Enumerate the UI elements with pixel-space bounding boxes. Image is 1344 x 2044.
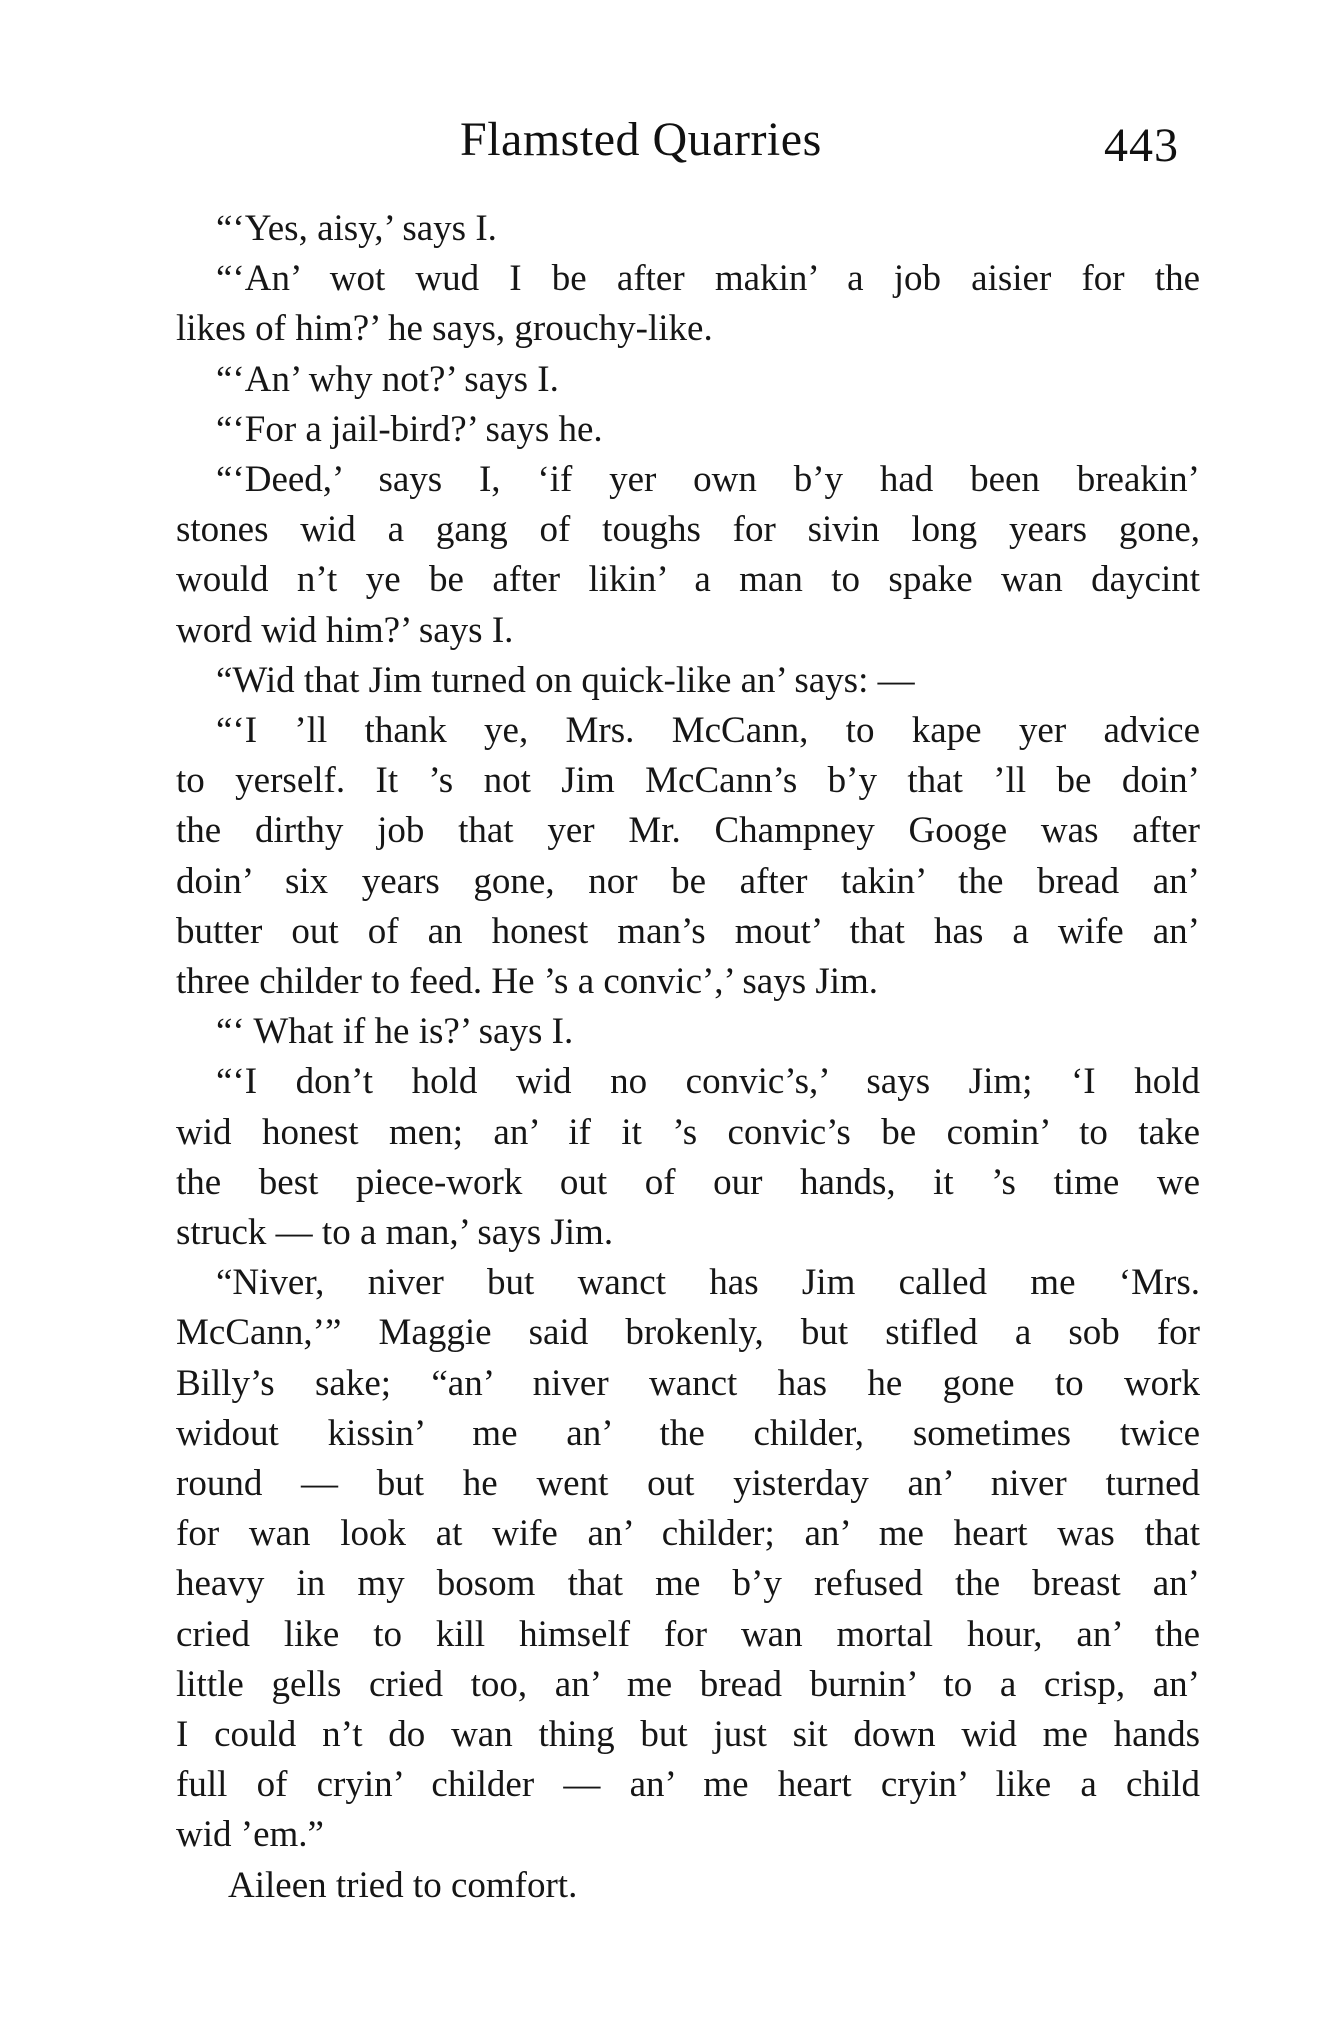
text-line: struck — to a man,’ says Jim. (176, 1212, 614, 1253)
text-line: three childer to feed. He ’s a convic’,’ says Jim. (176, 961, 879, 1002)
text-line: likes of him?’ he says, grouchy-like. (176, 308, 713, 350)
text-line: butter out of an honest man’s mout’ that has a wife an’ (176, 910, 1200, 952)
text-line: “‘An’ why not?’ says I. (216, 358, 559, 400)
text-line: the best piece-work out of our hands, it ’s time we (176, 1161, 1200, 1203)
text-line: little gells cried too, an’ me bread burnin’ to a crisp, an’ (176, 1663, 1200, 1705)
text-line: heavy in my bosom that me b’y refused the breast an’ (176, 1563, 1200, 1605)
text-line: “‘For a jail-bird?’ says he. (216, 408, 603, 450)
text-line: would n’t ye be after likin’ a man to spake wan daycint (176, 559, 1200, 601)
text-line: Billy’s sake; “an’ niver wanct has he gone to work (176, 1362, 1200, 1404)
text-line: for wan look at wife an’ childer; an’ me heart was that (176, 1513, 1200, 1555)
text-line: stones wid a gang of toughs for sivin long years gone, (176, 509, 1200, 551)
text-line: cried like to kill himself for wan mortal hour, an’ the (176, 1613, 1200, 1655)
text-line: round — but he went out yisterday an’ niver turned (176, 1463, 1200, 1504)
text-line: “‘An’ wot wud I be after makin’ a job aisier for the (216, 258, 1200, 300)
text-line: “‘Yes, aisy,’ says I. (216, 208, 497, 249)
text-line: full of cryin’ childer — an’ me heart cryin’ like a child (176, 1764, 1200, 1806)
text-line: “‘Deed,’ says I, ‘if yer own b’y had been breakin’ (216, 459, 1200, 500)
text-line: I could n’t do wan thing but just sit down wid me hands (176, 1714, 1200, 1755)
text-line: “‘I ’ll thank ye, Mrs. McCann, to kape yer advice (216, 710, 1200, 751)
text-line: wid ’em.” (176, 1814, 324, 1856)
running-title: Flamsted Quarries (460, 113, 822, 166)
text-line: Aileen tried to comfort. (228, 1864, 578, 1906)
text-line: wid honest men; an’ if it ’s convic’s be comin’ to take (176, 1111, 1200, 1153)
text-line: “Niver, niver but wanct has Jim called me ‘Mrs. (216, 1262, 1200, 1304)
text-line: “‘I don’t hold wid no convic’s,’ says Jim; ‘I hold (216, 1061, 1200, 1103)
text-line: word wid him?’ says I. (176, 609, 514, 651)
text-line: McCann,’” Maggie said brokenly, but stifled a sob for (176, 1312, 1200, 1354)
page-number: 443 (1104, 119, 1179, 172)
text-line: doin’ six years gone, nor be after takin’ the bread an’ (176, 860, 1200, 902)
text-line: the dirthy job that yer Mr. Champney Googe was after (176, 810, 1200, 852)
text-line: “‘ What if he is?’ says I. (216, 1011, 574, 1053)
text-line: “Wid that Jim turned on quick-like an’ says: — (216, 659, 915, 701)
text-line: widout kissin’ me an’ the childer, sometimes twice (176, 1412, 1200, 1454)
text-line: to yerself. It ’s not Jim McCann’s b’y that ’ll be doin’ (176, 760, 1200, 802)
